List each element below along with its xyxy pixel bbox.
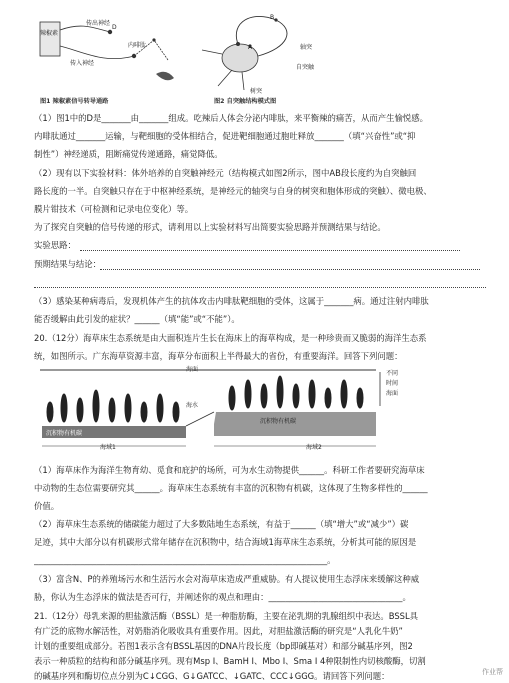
fig1-label: 辣椒素 — [40, 30, 59, 37]
q2-line: （2）现有以下实验材料：体外培养的自突触神经元（结构模式如图2所示，图中AB段长度约为自突触回 — [34, 168, 417, 178]
q1-line: 制性”）神经递质，阻断痛觉传递通路，痛觉降低。 — [34, 149, 223, 159]
q21-line: 的碱基序列和酶切位点分别为C↓CGG、G↓GATCC、↓GATC、CCC↓GGG。请回答下列问题： — [34, 671, 390, 681]
synapse-dot — [152, 38, 155, 41]
q20-2-line: 足迹，其中大部分以有机碳形式常年储存在沉积物中，结合海域1海草床生态系统，分析其可能的原因是 — [34, 537, 417, 547]
cell-body — [222, 44, 258, 72]
fig2-label: 树突 — [250, 88, 263, 95]
q20-2-line: ______________________________________________________________________。 — [34, 555, 336, 565]
figure-1-pathway — [34, 4, 184, 86]
slope-line — [186, 412, 214, 426]
electrode-point — [274, 18, 277, 21]
answer-line[interactable] — [34, 286, 486, 288]
figure-2-caption: 图2 自突触结构模式图 — [214, 98, 277, 105]
side-note: 时间 — [386, 380, 399, 387]
sediment-label-1: 沉积物有机碳 — [46, 430, 83, 437]
fig2-label: A — [248, 44, 253, 51]
pepper-icon — [156, 72, 174, 81]
synapse-dot — [132, 54, 136, 58]
q20-3-line: （3）富含N、P的养殖场污水和生活污水会对海草床造成严重威胁。有人提议使用生态浮床来缓解这种威 — [34, 574, 420, 584]
seagrass-group-2 — [229, 376, 363, 410]
q20-stem: 20.（12分）海草床生态系统是由大面积连片生长在海床上的海草构成，是一种珍贵而又脆弱的海洋生态系 — [34, 333, 427, 343]
q21-line: 计划的重要组成部分。若图1表示含有BSSL基因的DNA片段长度（bp即碱基对）和部分碱基序列，图2 — [34, 641, 413, 651]
watermark: 作业帮 — [482, 668, 503, 676]
region-1-label: 海域1 — [100, 444, 116, 451]
q20-1-line: 中动物的生态位需要研究其______。海草床生态系统有丰富的沉积物有机碳，这体现了生物多样性的______ — [34, 483, 428, 493]
q20-2-line: （2）海草床生态系统的储碳能力超过了大多数陆地生态系统，有益于______（填“增大”或“减少”）碳 — [34, 519, 409, 529]
sediment-label-2: 沉积物有机碳 — [260, 418, 297, 425]
autapse-terminal — [236, 42, 240, 46]
fig1-label: D — [112, 24, 117, 31]
q3-line: （3）感染某种病毒后，发现机体产生的抗体攻击内啡肽靶细胞的受体，这属于_______病。通过注射内啡肽 — [34, 296, 429, 306]
fig2-label: B — [270, 14, 275, 21]
answer-line[interactable] — [100, 268, 480, 270]
q2-line: 为了探究自突触的信号传递的形式，请利用以上实验材料写出简要实验思路并预测结果与结论。 — [34, 222, 386, 232]
q2-answer-label: 预期结果与结论： — [34, 259, 101, 269]
q21-line: 表示一种质粒的结构和部分碱基序列。现有Msp I、BamH I、Mbo I、Sma I 4种限制性内切核酸酶，切割 — [34, 656, 426, 666]
fig2-label: 轴突 — [300, 44, 313, 51]
side-note: 不同 — [386, 370, 399, 377]
fig1-label: 内啡肽 — [128, 42, 147, 49]
fig1-label: 传入神经 — [70, 60, 95, 67]
q20-stem: 统，如图所示。广东海草资源丰富，海草分布面积上半得最大的省份，有重要海洋。回答下列问题： — [34, 351, 403, 361]
q21-line: 有广泛的底物水解活性，对奶脂消化吸收具有重要作用。因此，对胆盐激活酶的研究是“人乳化牛奶” — [34, 626, 403, 636]
seawater-label: 海水 — [186, 402, 199, 409]
region-2-label: 海域2 — [306, 444, 322, 451]
fig1-label: 传出神经 — [86, 20, 111, 27]
q2-answer-label: 实验思路： — [34, 240, 76, 250]
q2-line: 膜片钳技术（可检测和记录电位变化）等。 — [34, 204, 194, 214]
sea-surface-label: 海面 — [186, 366, 199, 373]
q3-line: 能否缓解由此引发的症状？______（填“能”或“不能”）。 — [34, 314, 240, 324]
q20-3-line: 胁，你认为生态浮床的做法是否可行，并阐述你的观点和理由：________________________________。 — [34, 592, 411, 602]
q1-line: （1）图1中的D是_______由_______组成。吃辣后人体会分泌内啡肽，来平衡辣的痛苦，从而产生愉悦感。 — [34, 113, 428, 123]
answer-line[interactable] — [80, 249, 460, 251]
q21-line: 21.（12分）母乳来源的胆盐激活酶（BSSL）是一种脂肪酶，主要在泌乳期的乳腺组织中表达。BSSL具 — [34, 611, 419, 621]
q20-1-line: （1）海草床作为海洋生物育幼、觅食和庇护的场所，可为水生动物提供______。科研工作者要研究海草床 — [34, 465, 425, 475]
seagrass-group-1 — [47, 390, 179, 422]
fig2-label: 自突触 — [296, 64, 315, 71]
afferent-nerve — [60, 46, 134, 59]
side-note: 海面 — [386, 390, 399, 397]
figure-1-caption: 图1 辣椒素信号转导通路 — [40, 98, 109, 105]
q1-line: 内啡肽通过_______运输，与靶细胞的受体相结合，促进靶细胞通过胞吐释放_______（填“兴奋性”或“抑 — [34, 131, 416, 141]
q20-1-line: 价值。 — [34, 501, 60, 511]
q2-line: 路长度的一半。自突触只存在于中枢神经系统，是神经元的轴突与自身的树突和胞体形成的突触）、微电极、 — [34, 186, 432, 196]
